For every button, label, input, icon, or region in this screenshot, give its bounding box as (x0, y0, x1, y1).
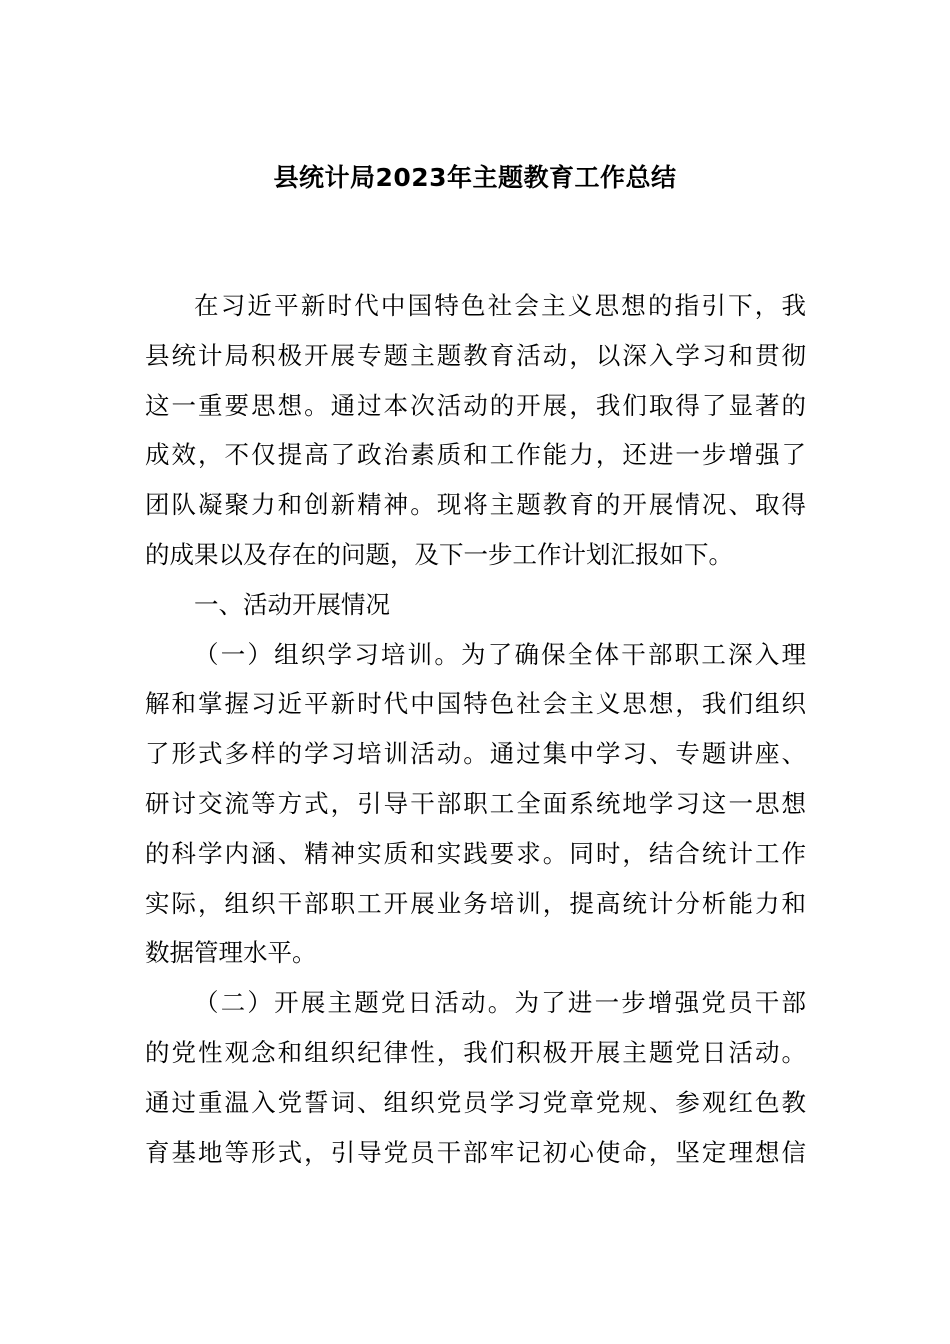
paragraph-study-training (145, 630, 806, 979)
text-line: 的成果以及存在的问题，及下一步工作计划汇报如下。 (145, 539, 733, 569)
text-line: （一）组织学习培训。为了确保全体干部职工深入理 (194, 639, 806, 669)
text-line: 这一重要思想。通过本次活动的开展，我们取得了显著的 (145, 390, 806, 420)
text-line: 了形式多样的学习培训活动。通过集中学习、专题讲座、 (145, 739, 806, 769)
text-line: 研讨交流等方式，引导干部职工全面系统地学习这一思想 (145, 788, 806, 818)
text-line: （二）开展主题党日活动。为了进一步增强党员干部 (194, 988, 806, 1018)
text-line: 团队凝聚力和创新精神。现将主题教育的开展情况、取得 (145, 490, 806, 520)
text-line: 的党性观念和组织纪律性，我们积极开展主题党日活动。 (145, 1037, 806, 1067)
text-line: 育基地等形式，引导党员干部牢记初心使命，坚定理想信 (145, 1137, 806, 1167)
paragraph-party-day (145, 978, 806, 1177)
text-line: 的科学内涵、精神实质和实践要求。同时，结合统计工作 (145, 838, 806, 868)
text-line: 成效，不仅提高了政治素质和工作能力，还进一步增强了 (145, 440, 806, 470)
document-body (145, 281, 806, 1177)
text-line: 实际，组织干部职工开展业务培训，提高统计分析能力和 (145, 888, 806, 918)
paragraph-intro (145, 281, 806, 580)
text-line: 数据管理水平。 (145, 938, 317, 968)
text-line: 县统计局积极开展专题主题教育活动，以深入学习和贯彻 (145, 340, 806, 370)
text-line: 解和掌握习近平新时代中国特色社会主义思想，我们组织 (145, 689, 806, 719)
text-line: 在习近平新时代中国特色社会主义思想的指引下，我 (194, 291, 806, 320)
text-line: 一、活动开展情况 (194, 589, 390, 619)
document-title: 县统计局2023年主题教育工作总结 (273, 163, 677, 192)
text-line: 通过重温入党誓词、组织党员学习党章党规、参观红色教 (145, 1087, 806, 1117)
section-heading (145, 580, 806, 630)
